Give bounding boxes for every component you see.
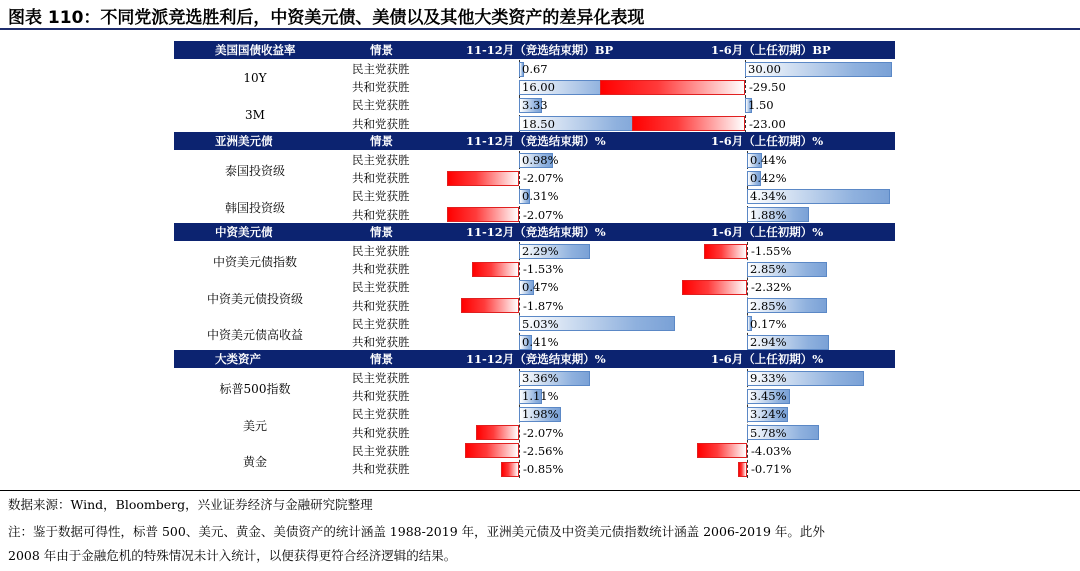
bar-col1 [461, 298, 519, 313]
value-col2: 2.94% [750, 335, 787, 349]
header-scenario: 情景 [370, 225, 393, 239]
header-col2: 1-6月（上任初期）% [711, 352, 824, 366]
header-col1: 11-12月（竞选结束期）BP [466, 43, 614, 57]
value-col2: -0.71% [751, 462, 792, 476]
header-section: 大类资产 [215, 352, 261, 366]
value-col2: 0.17% [750, 316, 787, 331]
category-label: 美元 [242, 418, 268, 433]
bar-col2 [697, 443, 747, 458]
value-col1: 0.67 [522, 62, 548, 76]
scenario-label: 民主党获胜 [352, 62, 410, 76]
scenario-label: 共和党获胜 [352, 80, 410, 95]
value-col1: 18.50 [522, 116, 555, 131]
category-label: 泰国投资级 [224, 164, 286, 179]
scenario-label: 共和党获胜 [352, 116, 410, 131]
category-label: 韩国投资级 [224, 200, 286, 215]
header-col1: 11-12月（竞选结束期）% [466, 352, 606, 366]
header-col1: 11-12月（竞选结束期）% [466, 134, 606, 148]
value-col1: 0.31% [522, 189, 559, 204]
scenario-label: 民主党获胜 [352, 189, 410, 204]
header-section: 亚洲美元债 [215, 134, 273, 148]
value-col2: 3.24% [750, 407, 787, 422]
bar-col1 [472, 262, 519, 277]
value-col2: 0.44% [750, 153, 787, 167]
note-line-2: 2008 年由于金融危机的特殊情况未计入统计，以便获得更符合经济逻辑的结果。 [8, 548, 457, 563]
value-col2: 9.33% [750, 371, 787, 385]
scenario-label: 民主党获胜 [352, 443, 410, 458]
header-scenario: 情景 [370, 352, 393, 366]
scenario-label: 民主党获胜 [352, 371, 410, 385]
bar-col2 [682, 280, 747, 295]
value-col1: -1.87% [523, 298, 564, 313]
value-col2: 1.88% [750, 207, 787, 222]
bar-col1 [447, 171, 519, 186]
scenario-label: 民主党获胜 [352, 407, 410, 422]
header-scenario: 情景 [370, 43, 393, 57]
header-col2: 1-6月（上任初期）% [711, 225, 824, 239]
value-col1: 0.47% [522, 280, 559, 295]
value-col2: -29.50 [749, 80, 786, 95]
value-col1: 0.98% [522, 153, 559, 167]
category-label: 中资美元债高收益 [206, 328, 304, 342]
value-col2: -23.00 [749, 116, 786, 131]
value-col1: 3.36% [522, 371, 559, 385]
value-col1: 5.03% [522, 316, 559, 331]
category-label: 中资美元债指数 [212, 255, 298, 270]
bar-col1 [476, 425, 519, 440]
category-label: 10Y [243, 71, 267, 86]
value-col1: -2.07% [523, 425, 564, 440]
value-col2: 30.00 [748, 62, 781, 76]
bar-col1 [447, 207, 519, 222]
footer-rule [0, 490, 1080, 491]
value-col1: 2.29% [522, 244, 559, 258]
section-header [174, 132, 895, 150]
section-header [174, 41, 895, 59]
bar-col1 [501, 462, 519, 477]
scenario-label: 共和党获胜 [352, 298, 410, 313]
title-rule [0, 28, 1080, 30]
scenario-label: 民主党获胜 [352, 316, 410, 331]
value-col1: -0.85% [523, 462, 564, 476]
value-col2: -2.32% [751, 280, 792, 295]
section-header [174, 223, 895, 241]
scenario-label: 共和党获胜 [352, 462, 410, 476]
figure-title: 图表 110：不同党派竞选胜利后，中资美元债、美债以及其他大类资产的差异化表现 [8, 8, 645, 28]
value-col2: -1.55% [751, 244, 792, 258]
section-header [174, 350, 895, 368]
category-label: 中资美元债投资级 [206, 291, 304, 306]
bar-col2 [738, 462, 747, 477]
header-section: 美国国债收益率 [215, 43, 296, 57]
scenario-label: 民主党获胜 [352, 98, 410, 113]
value-col2: 2.85% [750, 262, 787, 277]
header-col1: 11-12月（竞选结束期）% [466, 225, 606, 239]
scenario-label: 共和党获胜 [352, 335, 410, 349]
category-label: 3M [245, 107, 265, 122]
scenario-label: 共和党获胜 [352, 389, 410, 404]
value-col2: 5.78% [750, 425, 787, 440]
scenario-label: 共和党获胜 [352, 207, 410, 222]
bar-col2 [632, 116, 745, 131]
header-scenario: 情景 [370, 134, 393, 148]
value-col1: 1.98% [522, 407, 559, 422]
value-col1: -1.53% [523, 262, 564, 277]
bar-col2 [600, 80, 745, 95]
bar-col2 [704, 244, 747, 259]
note-line-1: 注：鉴于数据可得性，标普 500、美元、黄金、美债资产的统计涵盖 1988-2019 年，亚洲美元债及中资美元债指数统计涵盖 2006-2019 年。此外 [8, 524, 825, 539]
source-text: 数据来源：Wind，Bloomberg，兴业证券经济与金融研究院整理 [8, 497, 373, 512]
scenario-label: 民主党获胜 [352, 244, 410, 258]
value-col2: 2.85% [750, 298, 787, 313]
scenario-label: 共和党获胜 [352, 425, 410, 440]
value-col2: 1.50 [748, 98, 774, 113]
value-col1: 0.41% [522, 335, 559, 349]
category-label: 黄金 [242, 455, 268, 469]
category-label: 标普500指数 [219, 382, 291, 397]
header-col2: 1-6月（上任初期）BP [711, 43, 831, 57]
value-col1: 16.00 [522, 80, 555, 95]
scenario-label: 民主党获胜 [352, 153, 410, 167]
header-col2: 1-6月（上任初期）% [711, 134, 824, 148]
value-col1: -2.07% [523, 207, 564, 222]
value-col2: -4.03% [751, 443, 792, 458]
value-col2: 0.42% [750, 171, 787, 186]
value-col1: 3.33 [522, 98, 548, 113]
value-col1: -2.07% [523, 171, 564, 186]
bar-col1 [465, 443, 519, 458]
scenario-label: 共和党获胜 [352, 171, 410, 186]
value-col2: 4.34% [750, 189, 787, 204]
value-col2: 3.45% [750, 389, 787, 404]
header-section: 中资美元债 [215, 225, 273, 239]
scenario-label: 民主党获胜 [352, 280, 410, 295]
value-col1: -2.56% [523, 443, 564, 458]
value-col1: 1.11% [522, 389, 559, 404]
scenario-label: 共和党获胜 [352, 262, 410, 277]
